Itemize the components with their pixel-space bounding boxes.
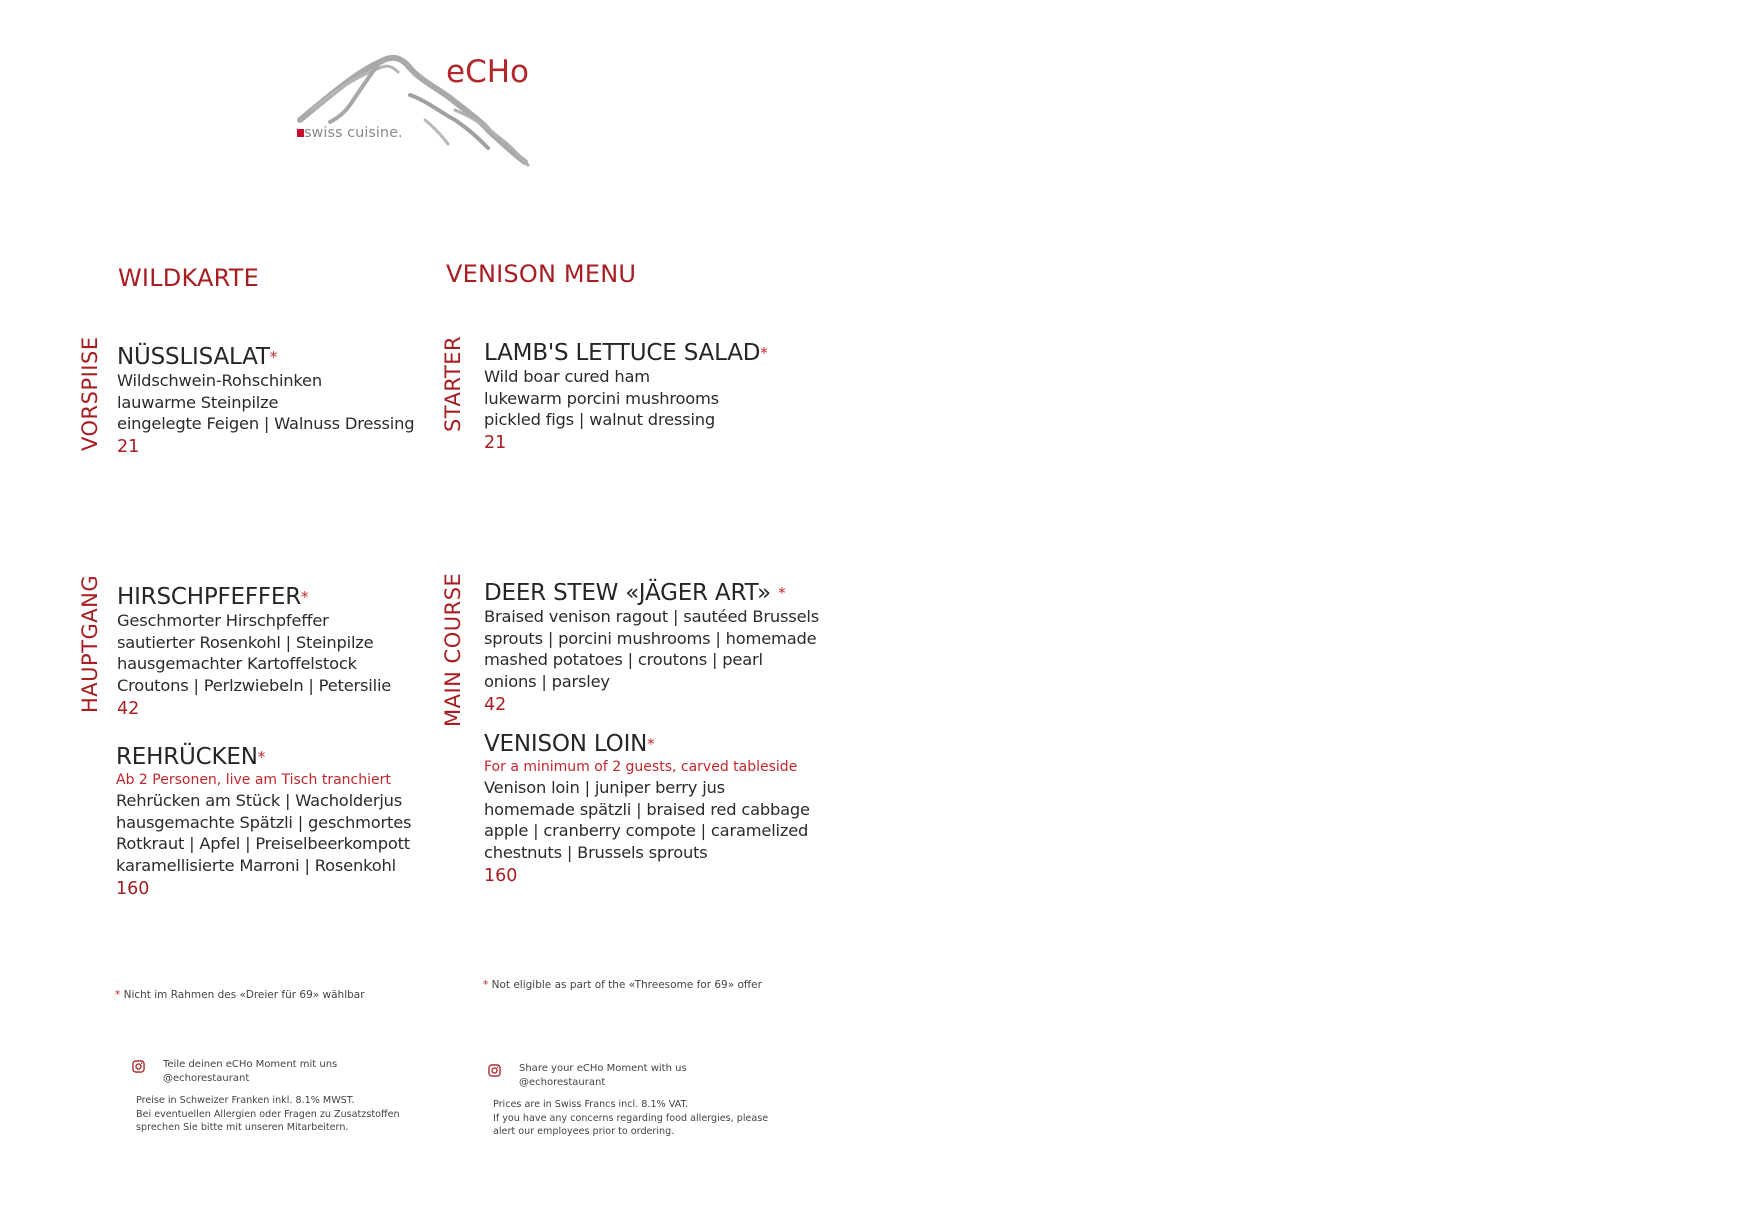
dish-description: eingelegte Feigen | Walnuss Dressing xyxy=(117,414,415,434)
section-label-starter: STARTER xyxy=(441,335,465,432)
dish-name: DEER STEW «JÄGER ART» * xyxy=(484,580,786,606)
dish-description: Croutons | Perlzwiebeln | Petersilie xyxy=(117,676,392,696)
dish-description: sautierter Rosenkohl | Steinpilze xyxy=(117,632,374,652)
social-text: Teile deinen eCHo Moment mit uns @echorestaurant xyxy=(163,1059,338,1084)
instagram-icon[interactable] xyxy=(132,1060,145,1073)
dish-description: hausgemachte Spätzli | geschmortes xyxy=(116,812,412,832)
dish-price: 160 xyxy=(116,878,150,899)
dish-description: apple | cranberry compote | caramelized xyxy=(484,821,809,841)
dish-description: mashed potatoes | croutons | pearl xyxy=(484,650,763,670)
dish-name: REHRÜCKEN* xyxy=(116,744,266,770)
dish-description: Geschmorter Hirschpfeffer xyxy=(117,611,329,630)
dish-deer-stew xyxy=(484,580,819,717)
dish-note: For a minimum of 2 guests, carved tableside xyxy=(484,759,798,775)
dish-description: Rotkraut | Apfel | Preiselbeerkompott xyxy=(116,834,410,854)
dish-price: 42 xyxy=(117,698,140,719)
dish-description: onions | parsley xyxy=(484,672,610,692)
english-legal-text: Prices are in Swiss Francs incl. 8.1% VAT. If you have any concerns regarding food allergies, please alert our employees prior to ordering. xyxy=(493,1099,769,1137)
social-text: Share your eCHo Moment with us @echorestaurant xyxy=(519,1063,687,1088)
dish-name: LAMB'S LETTUCE SALAD* xyxy=(484,340,768,366)
dish-price: 21 xyxy=(484,433,507,454)
german-menu-title: WILDKARTE xyxy=(118,264,259,292)
brand-logo xyxy=(290,50,570,170)
german-footnote: * Nicht im Rahmen des «Dreier für 69» wählbar xyxy=(115,989,365,1001)
dish-description: lukewarm porcini mushrooms xyxy=(484,388,719,408)
dish-description: chestnuts | Brussels sprouts xyxy=(484,843,708,863)
dish-hirschpfeffer xyxy=(117,584,417,721)
dish-description: Venison loin | juniper berry jus xyxy=(484,778,725,797)
dish-lambs-lettuce-salad xyxy=(484,340,784,455)
dish-description: Rehrücken am Stück | Wacholderjus xyxy=(116,791,403,810)
dish-description: hausgemachter Kartoffelstock xyxy=(117,654,357,674)
dish-description: Wild boar cured ham xyxy=(484,367,650,386)
dish-price: 160 xyxy=(484,865,518,886)
swiss-flag-icon xyxy=(297,129,304,137)
dish-note: Ab 2 Personen, live am Tisch tranchiert xyxy=(116,772,391,788)
logo-wordmark: eCHo xyxy=(446,54,529,90)
dish-name: HIRSCHPFEFFER* xyxy=(117,584,309,610)
dish-description: karamellisierte Marroni | Rosenkohl xyxy=(116,856,396,876)
dish-description: homemade spätzli | braised red cabbage xyxy=(484,799,810,819)
section-label-main-course: MAIN COURSE xyxy=(441,572,465,727)
dish-venison-loin xyxy=(484,731,810,888)
instagram-icon[interactable] xyxy=(488,1064,501,1077)
dish-description: lauwarme Steinpilze xyxy=(117,392,279,412)
section-label-vorspiise: VORSPIISE xyxy=(78,336,102,451)
logo-tagline: swiss cuisine. xyxy=(304,125,403,141)
dish-name: NÜSSLISALAT* xyxy=(117,344,278,370)
dish-description: pickled figs | walnut dressing xyxy=(484,410,716,430)
english-footnote: * Not eligible as part of the «Threesome for 69» offer xyxy=(483,979,762,991)
dish-description: sprouts | porcini mushrooms | homemade xyxy=(484,628,817,648)
dish-name: VENISON LOIN* xyxy=(484,731,655,757)
dish-rehruecken xyxy=(116,744,416,901)
section-label-hauptgang: HAUPTGANG xyxy=(78,574,102,713)
dish-description: Wildschwein-Rohschinken xyxy=(117,371,322,390)
dish-price: 42 xyxy=(484,694,507,715)
dish-nuesslisalat xyxy=(117,344,417,459)
english-menu-title: VENISON MENU xyxy=(446,260,637,288)
dish-description: Braised venison ragout | sautéed Brussels xyxy=(484,607,819,626)
dish-price: 21 xyxy=(117,437,140,458)
german-legal-text: Preise in Schweizer Franken inkl. 8.1% MWST. Bei eventuellen Allergien oder Fragen zu Zusatzstoffen sprechen Sie bitte mit unseren Mitarbeitern. xyxy=(136,1095,400,1133)
